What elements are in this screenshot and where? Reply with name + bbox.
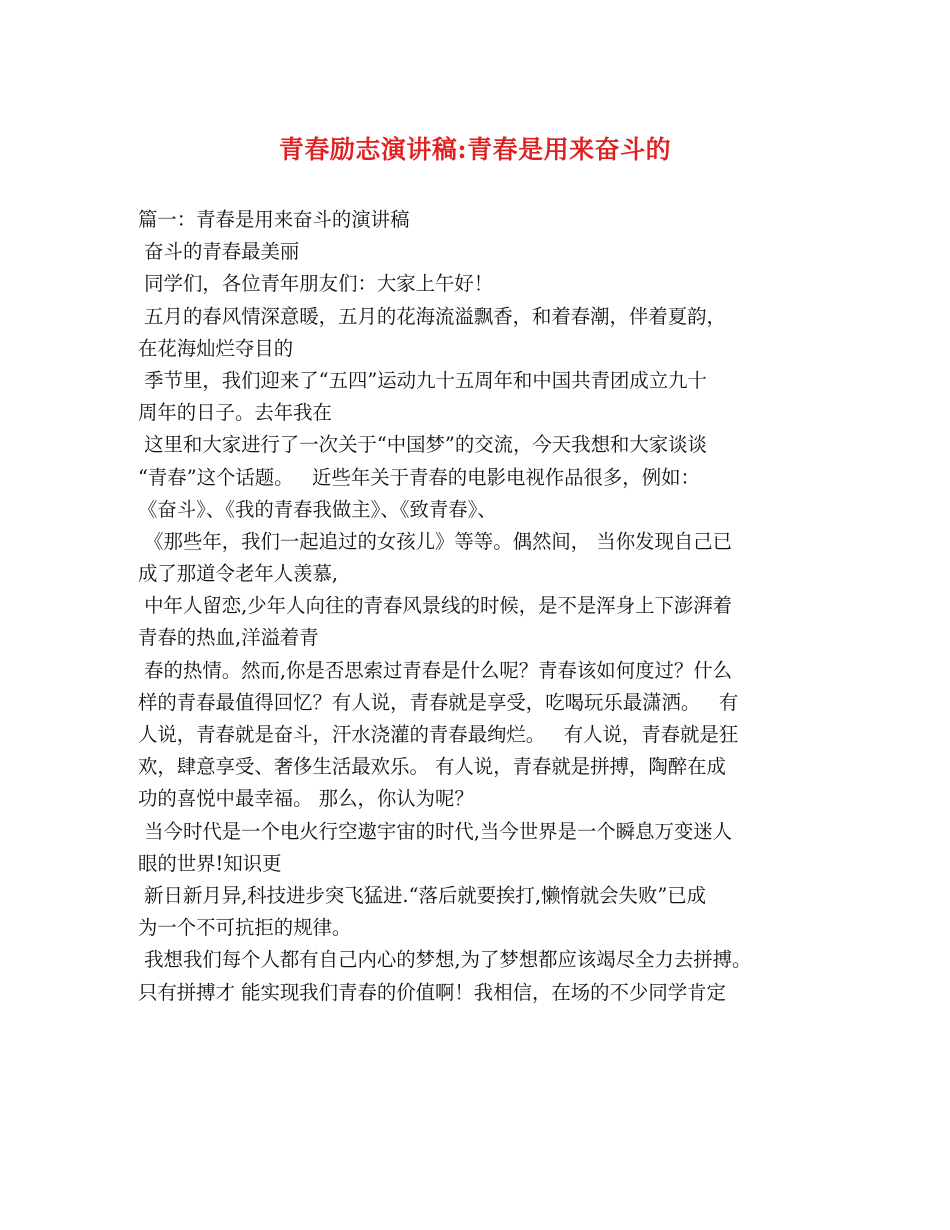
document-body (138, 204, 828, 1009)
body-line: 青春的热血,洋溢着青 (138, 626, 319, 650)
body-line: 篇一：青春是用来奋斗的演讲稿 (138, 208, 410, 231)
body-line: 《那些年，我们一起追过的女孩儿》等等。偶然间， 当你发现自己已 (138, 529, 733, 553)
body-line: 当今时代是一个电火行空遨宇宙的时代,当今世界是一个瞬息万变迷人 (138, 819, 733, 843)
body-line: 五月的春风情深意暖，五月的花海流溢飘香，和着春潮，伴着夏韵， (138, 304, 726, 328)
body-line: 欢，肆意享受、奢侈生活最欢乐。 有人说，青春就是拼搏，陶醉在成 (138, 755, 726, 779)
body-line: 春的热情。然而,你是否思索过青春是什么呢？青春该如何度过？什么 (138, 658, 733, 682)
body-line: 为一个不可抗拒的规律。 (138, 916, 352, 940)
body-line: “青春”这个话题。 近些年关于青春的电影电视作品很多，例如： (138, 465, 700, 489)
body-line: 功的喜悦中最幸福。 那么，你认为呢？ (138, 787, 474, 811)
body-line: 我想我们每个人都有自己内心的梦想,为了梦想都应该竭尽全力去拼搏。 (138, 948, 752, 972)
body-line: 在花海灿烂夺目的 (138, 336, 294, 360)
body-line: 新日新月异,科技进步突飞猛进.“落后就要挨打,懒惰就会失败”已成 (138, 883, 707, 907)
body-line: 只有拼搏才 能实现我们青春的价值啊！我相信，在场的不少同学肯定 (138, 980, 726, 1004)
body-line: 周年的日子。去年我在 (138, 401, 332, 425)
body-line: 人说，青春就是奋斗，汗水浇灌的青春最绚烂。 有人说，青春就是狂 (138, 723, 739, 746)
document-title: 青春励志演讲稿:青春是用来奋斗的 (278, 135, 672, 164)
body-line: 同学们，各位青年朋友们：大家上午好！ (138, 272, 494, 296)
body-line: 奋斗的青春最美丽 (138, 240, 300, 264)
body-line: 中年人留恋,少年人向往的青春风景线的时候，是不是浑身上下澎湃着 (138, 594, 733, 618)
body-line: 《奋斗》、《我的青春我做主》、《致青春》、 (138, 497, 497, 521)
body-line: 这里和大家进行了一次关于“中国梦”的交流，今天我想和大家谈谈 (138, 433, 707, 457)
body-line: 眼的世界!知识更 (138, 851, 282, 875)
body-line: 季节里，我们迎来了“五四”运动九十五周年和中国共青团成立九十 (138, 368, 707, 392)
body-line: 成了那道令老年人羡慕, (138, 562, 339, 586)
body-line: 样的青春最值得回忆？有人说，青春就是享受，吃喝玩乐最潇洒。 有 (138, 690, 739, 714)
